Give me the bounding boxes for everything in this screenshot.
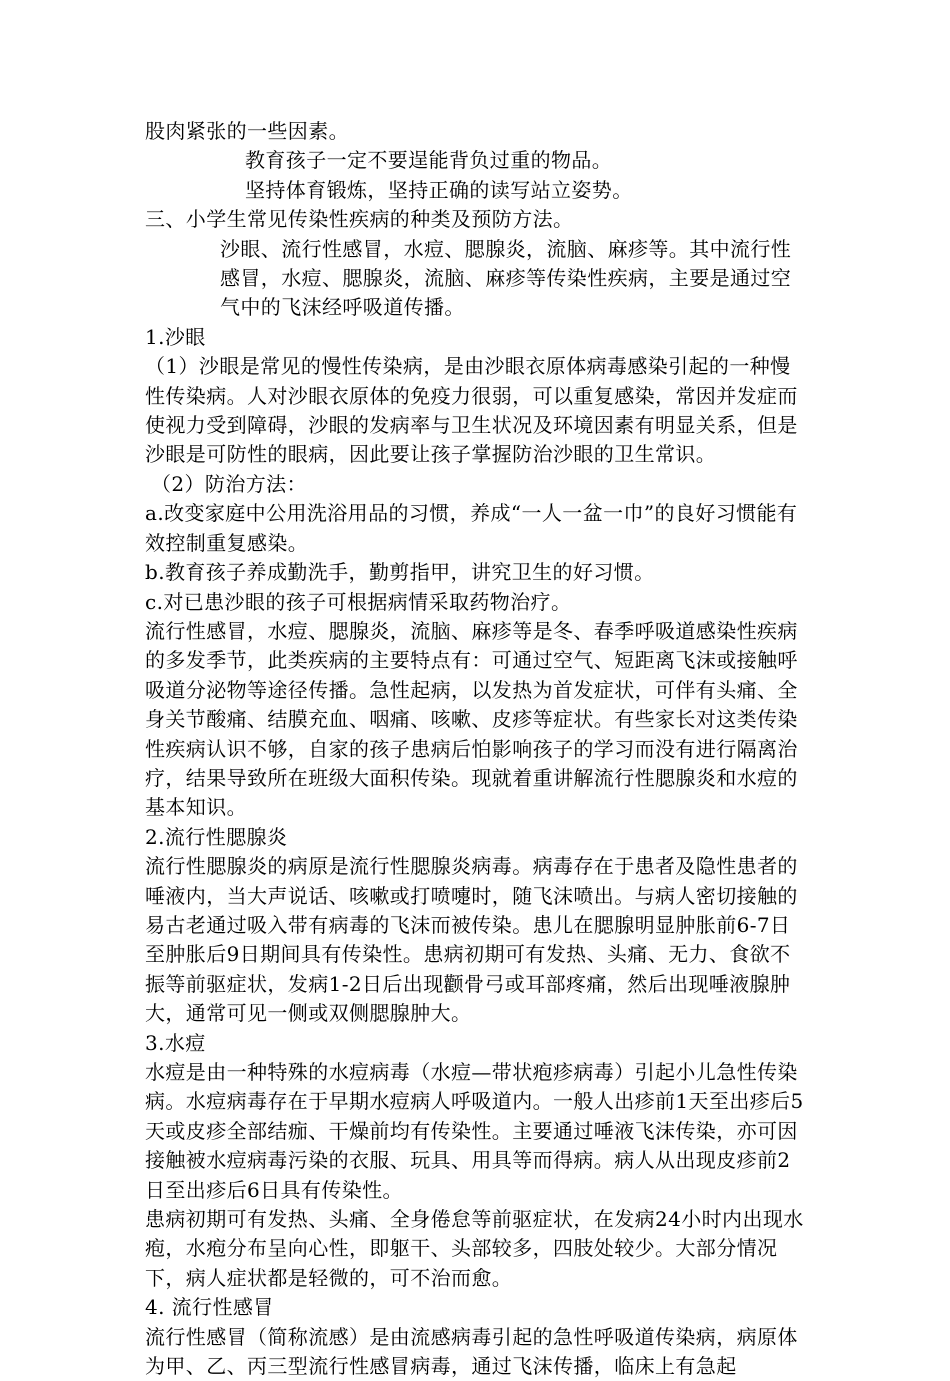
subheading-prevention-methods: （2）防治方法：	[151, 471, 307, 496]
paragraph-trachoma-description: （1）沙眼是常见的慢性传染病，是由沙眼衣原体病毒感染引起的一种慢性传染病。人对沙眼衣原体的免疫力很弱，可以重复感染，常因并发症而使视力受到障碍，沙眼的发病率与卫生状况及环境因素有明显关系，但是沙眼是可防性的眼病，因此要让孩子掌握防治沙眼的卫生常识。	[145, 354, 798, 467]
paragraph-chickenpox-symptoms: 患病初期可有发热、头痛、全身倦怠等前驱症状，在发病24小时内出现水疱，水疱分布呈向心性，即躯干、头部较多，四肢处较少。大部分情况下，病人症状都是轻微的，可不治而愈。	[145, 1207, 804, 1290]
document-page	[145, 117, 808, 1381]
paragraph-chickenpox-description: 水痘是由一种特殊的水痘病毒（水痘—带状疱疹病毒）引起小儿急性传染病。水痘病毒存在于早期水痘病人呼吸道内。一般人出疹前1天至出疹后5天或皮疹全部结痂、干燥前均有传染性。主要通过唾液飞沫传染，亦可因接触被水痘病毒污染的衣服、玩具、用具等而得病。病人从出现皮疹前2日至出疹后6日具有传染性。	[145, 1060, 804, 1202]
paragraph-mumps-description: 流行性腮腺炎的病原是流行性腮腺炎病毒。病毒存在于患者及隐性患者的唾液内，当大声说话、咳嗽或打喷嚏时，随飞沫喷出。与病人密切接触的易古老通过吸入带有病毒的飞沫而被传染。患儿在腮腺明显肿胀前6-7日至肿胀后9日期间具有传染性。患病初期可有发热、头痛、无力、食欲不振等前驱症状，发病1-2日后出现颧骨弓或耳部疼痛，然后出现唾液腺肿大，通常可见一侧或双侧腮腺肿大。	[145, 854, 798, 1026]
paragraph-seasonal-diseases: 流行性感冒，水痘、腮腺炎，流脑、麻疹等是冬、春季呼吸道感染性疾病的多发季节，此类疾病的主要特点有：可通过空气、短距离飞沫或接触呼吸道分泌物等途径传播。急性起病，以发热为首发症状，可伴有头痛、全身关节酸痛、结膜充血、咽痛、咳嗽、皮疹等症状。有些家长对这类传染性疾病认识不够，自家的孩子患病后怕影响孩子的学习而没有进行隔离治疗，结果导致所在班级大面积传染。现就着重讲解流行性腮腺炎和水痘的基本知识。	[145, 618, 798, 820]
list-item-a: a.改变家庭中公用洗浴用品的习惯，养成“一人一盆一巾”的良好习惯能有效控制重复感染。	[145, 501, 798, 555]
paragraph-exercise-posture: 坚持体育锻炼，坚持正确的读写站立姿势。	[245, 177, 633, 202]
list-item-b: b.教育孩子养成勤洗手，勤剪指甲，讲究卫生的好习惯。	[145, 560, 655, 585]
heading-influenza: 4. 流行性感冒	[145, 1295, 274, 1320]
paragraph-no-heavy-loads: 教育孩子一定不要逞能背负过重的物品。	[245, 148, 613, 173]
heading-mumps: 2.流行性腮腺炎	[145, 824, 288, 849]
paragraph-disease-overview: 沙眼、流行性感冒，水痘、腮腺炎，流脑、麻疹等。其中流行性感冒，水痘、腮腺炎，流脑、麻疹等传染性疾病，主要是通过空气中的飞沫经呼吸道传播。	[220, 236, 792, 320]
paragraph-continued-factors: 股肉紧张的一些因素。	[145, 119, 349, 143]
section-heading-infectious-diseases: 三、小学生常见传染性疾病的种类及预防方法。	[145, 207, 574, 232]
list-item-c: c.对已患沙眼的孩子可根据病情采取药物治疗。	[145, 589, 572, 614]
heading-trachoma: 1.沙眼	[145, 324, 206, 349]
paragraph-influenza-description: 流行性感冒（简称流感）是由流感病毒引起的急性呼吸道传染病，病原体为甲、乙、丙三型流行性感冒病毒，通过飞沫传播，临床上有急起	[145, 1324, 798, 1379]
heading-chickenpox: 3.水痘	[145, 1030, 206, 1055]
